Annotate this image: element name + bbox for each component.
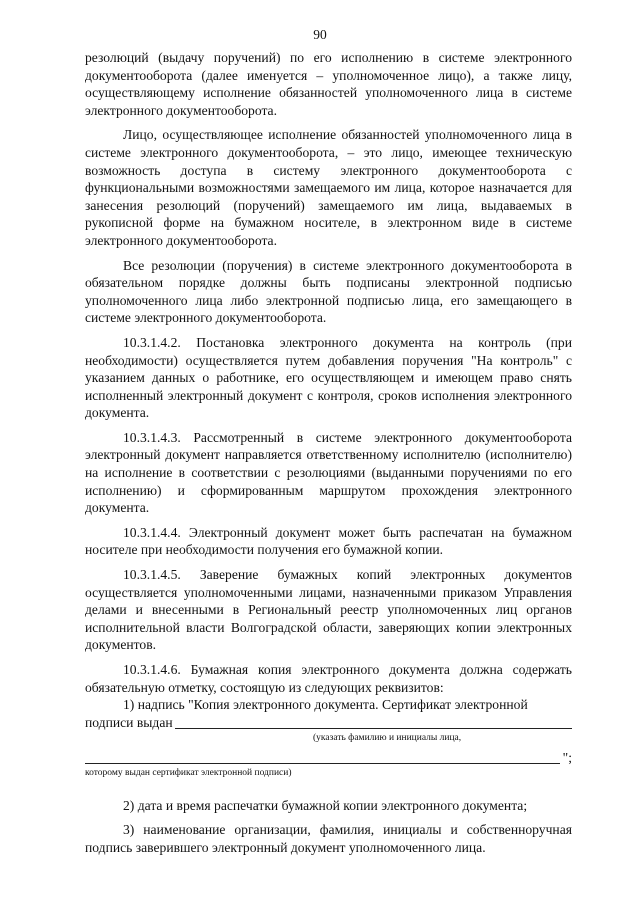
paragraph-10-3-1-4-3: 10.3.1.4.3. Рассмотренный в системе электронного документооборота электронный документ направляется ответственному исполнителю (исполнителю) на исполнение в соответствии с резолюциями (выданными поручениями по его исполнению) и сформированным маршрутом прохождения электронного документа. [85,429,572,516]
quote-end: "; [562,750,572,766]
page-number: 90 [313,27,327,42]
paragraph-acting-person: Лицо, осуществляющее исполнение обязанностей уполномоченного лица в системе электронного документооборота, – это лицо, имеющее техническую возможность доступа в систему электронного документооборота с функциональными возможностями замещаемого им лица, которое назначается для занесения резолюций (поручений) замещаемого им лица, выдаваемых в рукописной форме на бумажном носителе, в электронном виде в системе электронного документооборота. [85,127,572,248]
paragraph-10-3-1-4-4: 10.3.1.4.4. Электронный документ может быть распечатан на бумажном носителе при необходимости получения его бумажной копии. [85,524,572,558]
paragraph-10-3-1-4-5: 10.3.1.4.5. Заверение бумажных копий электронных документов осуществляется уполномоченными лицами, назначенными приказом Управления делами и внесенными в Региональный реестр уполномоченных лиц органов исполнительной власти Волгоградской области, заверяющих копии электронных документов. [85,567,572,653]
certificate-issued-label: подписи выдан [85,715,173,731]
fill-hint-name: (указать фамилию и инициалы лица, [313,732,462,743]
paragraph-resolutions-signing: Все резолюции (поручения) в системе электронного документооборота в обязательном порядке должны быть подписаны электронной подписью уполномоченного лица либо электронной подписью лица, его замещающего в системе электронного документооборота. [85,257,572,326]
certificate-issued-row [85,714,572,732]
requisite-item-1: 1) надпись "Копия электронного документа. Сертификат электронной [123,697,528,713]
requisite-item-3: 3) наименование организации, фамилия, инициалы и собственноручная подпись заверившего электронный документ уполномоченного лица. [85,822,572,855]
requisite-item-2: 2) дата и время распечатки бумажной копии электронного документа; [123,797,528,813]
certificate-holder-row [85,749,572,767]
paragraph-continuation: резолюций (выдачу поручений) по его исполнению в системе электронного документооборота (далее именуется – уполномоченное лицо), а также лицу, осуществляющему исполнение обязанностей уполномоченного лица в системе электронного документооборота. [85,50,572,118]
fill-in-line [175,714,572,729]
paragraph-10-3-1-4-2: 10.3.1.4.2. Постановка электронного документа на контроль (при необходимости) осуществляется путем добавления поручения "На контроль" с указанием данных о работнике, его осуществляющем и имеющем право снять исполненный электронный документ с контроля, сроков исполнения электронного документа. [85,334,572,421]
fill-hint-certificate: которому выдан сертификат электронной подписи) [85,767,292,778]
fill-in-line [85,749,560,764]
document-body [85,49,572,857]
paragraph-10-3-1-4-6: 10.3.1.4.6. Бумажная копия электронного документа должна содержать обязательную отметку, состоящую из следующих реквизитов: [85,662,572,695]
